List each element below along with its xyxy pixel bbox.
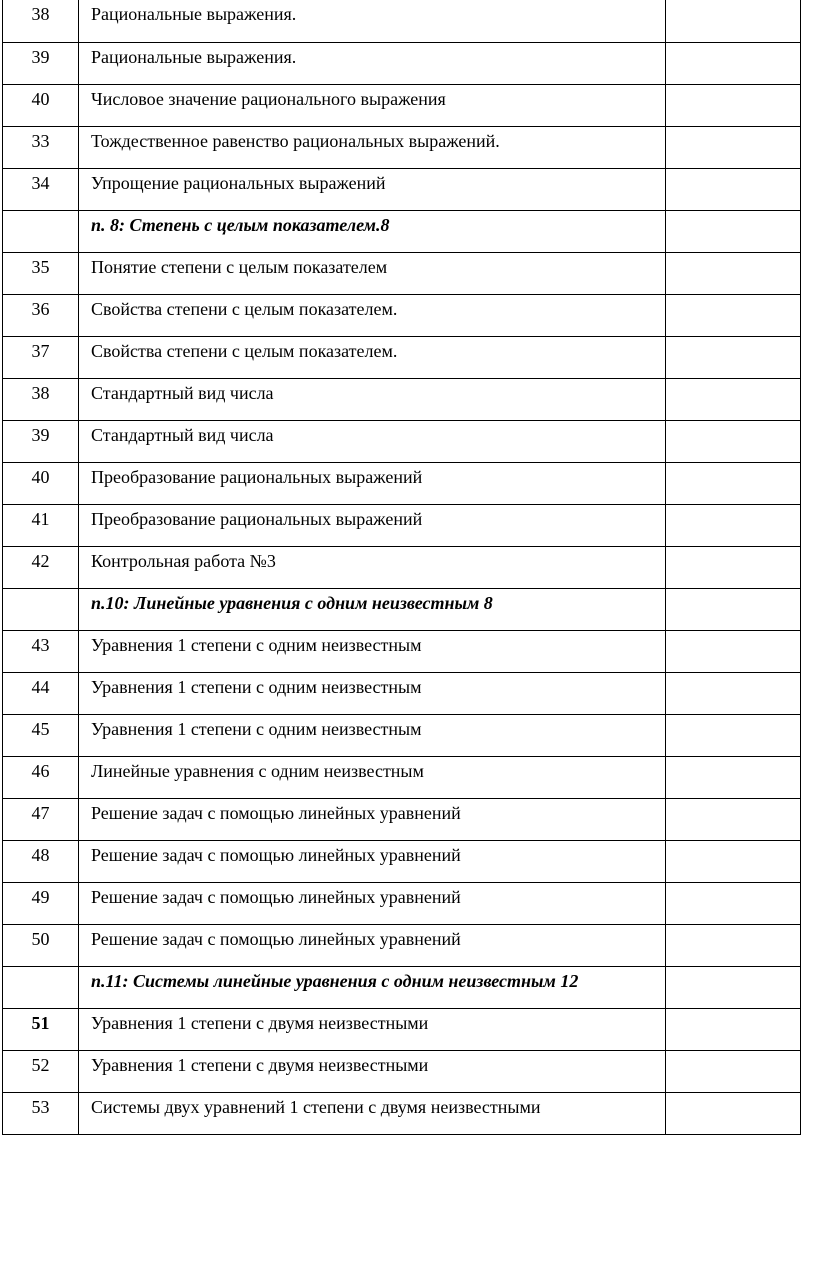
- lesson-number-cell: 52: [3, 1050, 79, 1092]
- lesson-topic-cell: Системы двух уравнений 1 степени с двумя неизвестными: [79, 1092, 666, 1134]
- empty-cell: [666, 378, 801, 420]
- empty-cell: [666, 252, 801, 294]
- lesson-topic-cell: Решение задач с помощью линейных уравнений: [79, 882, 666, 924]
- lesson-topic-cell: Преобразование рациональных выражений: [79, 462, 666, 504]
- lesson-number-cell: 37: [3, 336, 79, 378]
- table-row: [3, 378, 801, 420]
- section-title-cell: п.10: Линейные уравнения с одним неизвестным 8: [79, 588, 666, 630]
- lesson-number-cell: 49: [3, 882, 79, 924]
- empty-cell: [666, 462, 801, 504]
- empty-cell: [666, 1050, 801, 1092]
- empty-cell: [666, 420, 801, 462]
- lesson-topic-cell: Решение задач с помощью линейных уравнений: [79, 798, 666, 840]
- lesson-number-cell: 44: [3, 672, 79, 714]
- empty-cell: [666, 756, 801, 798]
- empty-cell: [666, 798, 801, 840]
- lesson-number-cell: 53: [3, 1092, 79, 1134]
- empty-cell: [666, 294, 801, 336]
- lesson-topic-cell: Свойства степени с целым показателем.: [79, 336, 666, 378]
- empty-cell: [666, 546, 801, 588]
- lesson-number-cell: [3, 588, 79, 630]
- table-row: [3, 882, 801, 924]
- lesson-number-cell: 50: [3, 924, 79, 966]
- table-row: [3, 252, 801, 294]
- lesson-topic-cell: Уравнения 1 степени с двумя неизвестными: [79, 1050, 666, 1092]
- lesson-number-cell: 39: [3, 42, 79, 84]
- empty-cell: [666, 336, 801, 378]
- table-row: [3, 336, 801, 378]
- lesson-number-cell: 38: [3, 378, 79, 420]
- lesson-topic-cell: Решение задач с помощью линейных уравнений: [79, 840, 666, 882]
- lesson-number-cell: 41: [3, 504, 79, 546]
- empty-cell: [666, 966, 801, 1008]
- lesson-topic-cell: Числовое значение рационального выражения: [79, 84, 666, 126]
- lesson-number-cell: 47: [3, 798, 79, 840]
- section-title-cell: п. 8: Степень с целым показателем.8: [79, 210, 666, 252]
- lesson-number-cell: 35: [3, 252, 79, 294]
- lesson-topic-cell: Стандартный вид числа: [79, 420, 666, 462]
- section-header-row: [3, 966, 801, 1008]
- table-row: [3, 126, 801, 168]
- lesson-number-cell: 46: [3, 756, 79, 798]
- empty-cell: [666, 168, 801, 210]
- empty-cell: [666, 42, 801, 84]
- empty-cell: [666, 672, 801, 714]
- lesson-topic-cell: Свойства степени с целым показателем.: [79, 294, 666, 336]
- lesson-number-cell: 33: [3, 126, 79, 168]
- lesson-number-cell: 40: [3, 84, 79, 126]
- table-row: [3, 546, 801, 588]
- table-row: [3, 756, 801, 798]
- lesson-topic-cell: Рациональные выражения.: [79, 0, 666, 42]
- lesson-number-cell: 43: [3, 630, 79, 672]
- empty-cell: [666, 1092, 801, 1134]
- lesson-topic-cell: Преобразование рациональных выражений: [79, 504, 666, 546]
- section-header-row: [3, 210, 801, 252]
- table-row: [3, 924, 801, 966]
- lesson-number-cell: [3, 210, 79, 252]
- table-row: [3, 462, 801, 504]
- lesson-topic-cell: Контрольная работа №3: [79, 546, 666, 588]
- empty-cell: [666, 714, 801, 756]
- table-body: [3, 0, 801, 1134]
- empty-cell: [666, 84, 801, 126]
- lesson-topic-cell: Решение задач с помощью линейных уравнений: [79, 924, 666, 966]
- lesson-number-cell: 51: [3, 1008, 79, 1050]
- empty-cell: [666, 924, 801, 966]
- empty-cell: [666, 840, 801, 882]
- table-row: [3, 420, 801, 462]
- lesson-topic-cell: Уравнения 1 степени с одним неизвестным: [79, 630, 666, 672]
- empty-cell: [666, 588, 801, 630]
- table-row: [3, 1050, 801, 1092]
- empty-cell: [666, 0, 801, 42]
- table-row: [3, 84, 801, 126]
- lesson-topic-cell: Тождественное равенство рациональных выражений.: [79, 126, 666, 168]
- lesson-number-cell: 34: [3, 168, 79, 210]
- lesson-topic-cell: Упрощение рациональных выражений: [79, 168, 666, 210]
- empty-cell: [666, 210, 801, 252]
- empty-cell: [666, 1008, 801, 1050]
- lesson-number-cell: 36: [3, 294, 79, 336]
- empty-cell: [666, 504, 801, 546]
- table-row: [3, 714, 801, 756]
- lesson-topic-cell: Линейные уравнения с одним неизвестным: [79, 756, 666, 798]
- lesson-topic-cell: Уравнения 1 степени с одним неизвестным: [79, 714, 666, 756]
- table-row: [3, 1008, 801, 1050]
- table-row: [3, 294, 801, 336]
- table-row: [3, 504, 801, 546]
- lesson-topic-cell: Рациональные выражения.: [79, 42, 666, 84]
- table-row: [3, 168, 801, 210]
- table-row: [3, 630, 801, 672]
- empty-cell: [666, 630, 801, 672]
- lesson-number-cell: 40: [3, 462, 79, 504]
- lesson-number-cell: 38: [3, 0, 79, 42]
- lesson-number-cell: 45: [3, 714, 79, 756]
- lesson-topic-cell: Понятие степени с целым показателем: [79, 252, 666, 294]
- empty-cell: [666, 882, 801, 924]
- lesson-topic-cell: Стандартный вид числа: [79, 378, 666, 420]
- lesson-topic-cell: Уравнения 1 степени с двумя неизвестными: [79, 1008, 666, 1050]
- table-row: [3, 798, 801, 840]
- lesson-number-cell: 48: [3, 840, 79, 882]
- empty-cell: [666, 126, 801, 168]
- table-row: [3, 672, 801, 714]
- lesson-topic-cell: Уравнения 1 степени с одним неизвестным: [79, 672, 666, 714]
- lesson-number-cell: 42: [3, 546, 79, 588]
- lesson-number-cell: [3, 966, 79, 1008]
- table-row: [3, 1092, 801, 1134]
- section-title-cell: п.11: Системы линейные уравнения с одним неизвестным 12: [79, 966, 666, 1008]
- table-row: [3, 42, 801, 84]
- table-row: [3, 0, 801, 42]
- lesson-plan-table: [2, 0, 801, 1135]
- lesson-number-cell: 39: [3, 420, 79, 462]
- table-row: [3, 840, 801, 882]
- section-header-row: [3, 588, 801, 630]
